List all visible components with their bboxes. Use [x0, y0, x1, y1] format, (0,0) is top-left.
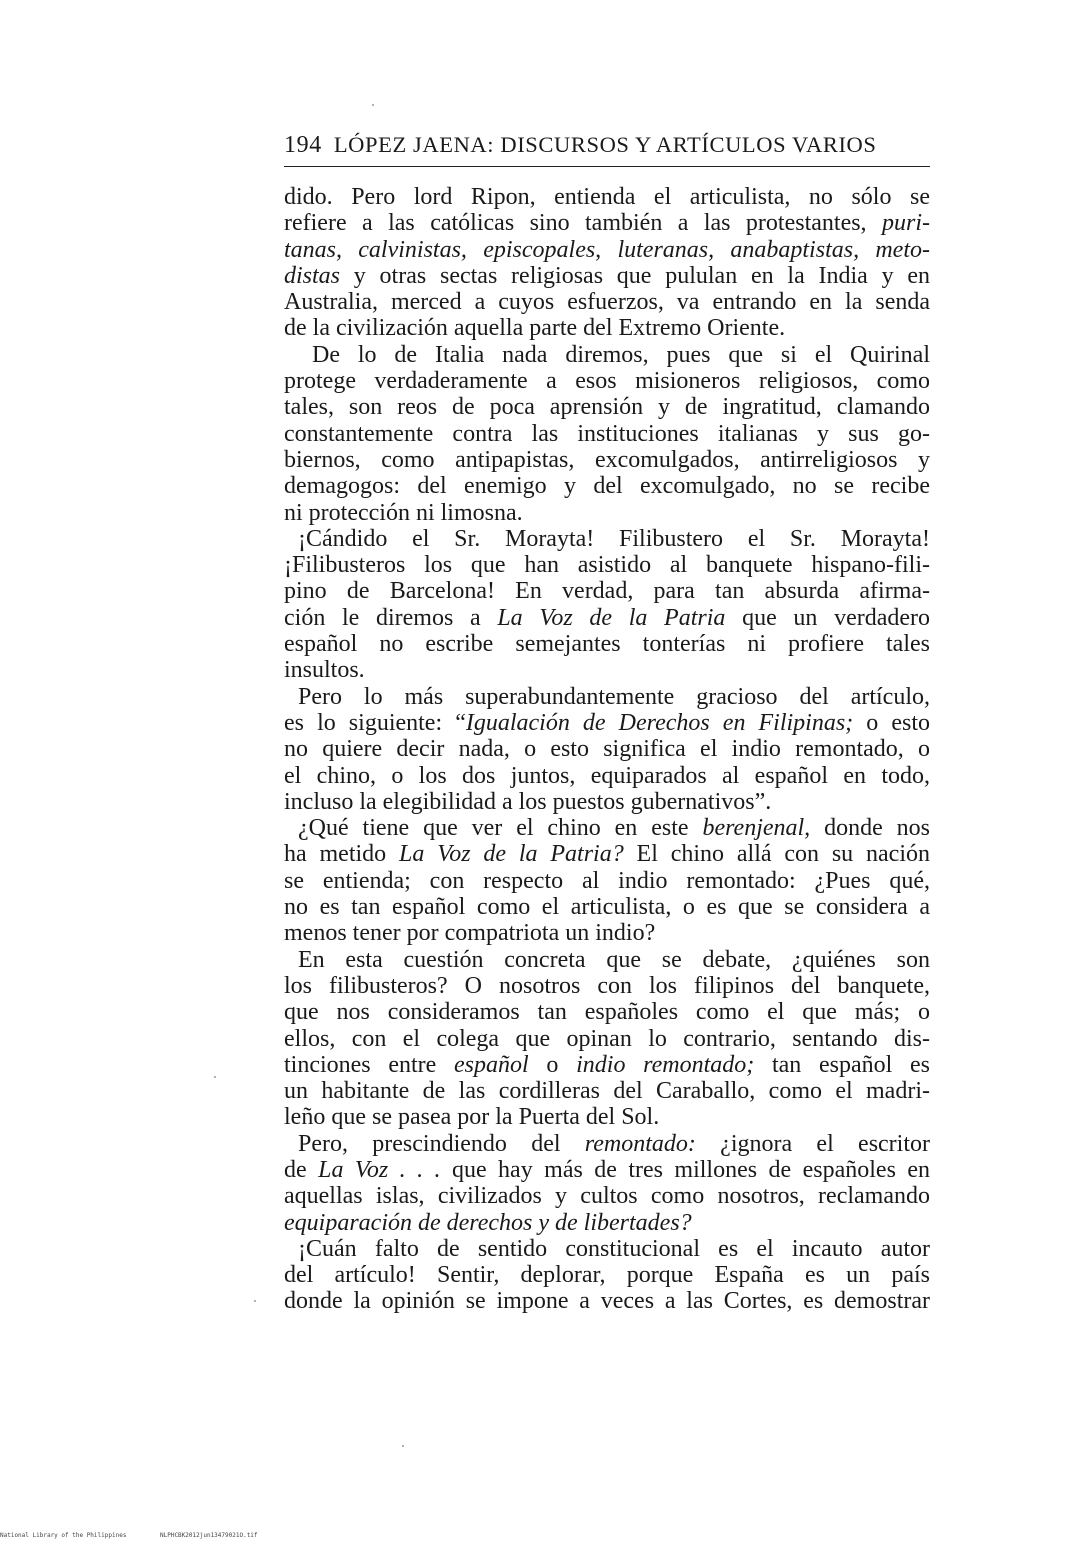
- text-line: [284, 1288, 930, 1314]
- text-line: [284, 1131, 930, 1157]
- text-segment: De lo de Italia nada diremos, pues que si el Quirinal: [312, 341, 930, 368]
- italic-segment: tanas, calvinistas, episcopales, luteranas, anabaptistas, meto-: [284, 236, 930, 263]
- text-segment: insultos.: [284, 657, 365, 684]
- text-line: [284, 710, 930, 736]
- text-segment: pino de Barcelona! En verdad, para tan absurda afirma-: [284, 578, 930, 605]
- text-segment: aquellas islas, civilizados y cultos como nosotros, reclamando: [284, 1183, 930, 1210]
- text-segment: que nos consideramos tan españoles como el que más; o: [284, 999, 930, 1026]
- text-line: [284, 894, 930, 920]
- text-line: [284, 947, 930, 973]
- footer-file-id: NLPHCBK2012jun13479021O.tif: [160, 1532, 258, 1539]
- text-line: [284, 526, 930, 552]
- text-line: [284, 841, 930, 867]
- text-segment: menos tener por compatriota un indio?: [284, 920, 656, 947]
- italic-segment: remontado:: [584, 1130, 696, 1157]
- text-segment: ¿ignora el escritor: [695, 1130, 931, 1157]
- scan-speck: [402, 1445, 404, 1447]
- text-line: [284, 1026, 930, 1052]
- italic-segment: La Voz . . .: [318, 1156, 441, 1183]
- text-line: [284, 763, 930, 789]
- text-segment: un habitante de las cordilleras del Caraballo, como el madri-: [284, 1078, 930, 1105]
- text-segment: de: [284, 1156, 319, 1183]
- text-line: [284, 1052, 930, 1078]
- text-line: [284, 237, 930, 263]
- text-segment: ellos, con el colega que opinan lo contrario, sentando dis-: [284, 1025, 930, 1052]
- text-segment: tinciones entre: [284, 1051, 455, 1078]
- italic-segment: equiparación de derechos y de libertades?: [284, 1209, 692, 1236]
- text-segment: español no escribe semejantes tonterías ni profiere tales: [284, 631, 930, 658]
- text-line: [284, 684, 930, 710]
- text-segment: se entienda; con respecto al indio remontado: ¿Pues qué,: [284, 867, 930, 894]
- text-line: [284, 421, 930, 447]
- text-segment: protege verdaderamente a esos misioneros religiosos, como: [284, 368, 930, 395]
- text-segment: ¿Qué tiene que ver el chino en este: [298, 815, 703, 842]
- text-segment: refiere a las católicas sino también a las protestantes,: [284, 210, 882, 237]
- italic-segment: puri-: [882, 210, 930, 237]
- text-line: [284, 368, 930, 394]
- text-line: [284, 973, 930, 999]
- text-line: [284, 210, 930, 236]
- text-line: [284, 1157, 930, 1183]
- text-segment: tan español es: [754, 1051, 931, 1078]
- text-segment: es lo siguiente: “: [284, 709, 466, 736]
- text-segment: o esto: [853, 709, 930, 736]
- text-line: [284, 578, 930, 604]
- text-line: [284, 552, 930, 578]
- scan-speck: [214, 1076, 216, 1078]
- text-segment: Australia, merced a cuyos esfuerzos, va entrando en la senda: [284, 289, 930, 316]
- scan-footer: [0, 1532, 1090, 1539]
- text-line: [284, 263, 930, 289]
- italic-segment: distas: [284, 262, 341, 289]
- text-line: [284, 999, 930, 1025]
- text-line: [284, 342, 930, 368]
- text-segment: leño que se pasea por la Puerta del Sol.: [284, 1104, 660, 1131]
- text-segment: ¡Cándido el Sr. Morayta! Filibustero el Sr. Morayta!: [298, 525, 930, 552]
- text-segment: ción le diremos a: [284, 604, 498, 631]
- footer-library: National Library of the Philippines: [0, 1532, 127, 1539]
- text-segment: ni protección ni limosna.: [284, 499, 523, 526]
- text-line: [284, 657, 930, 683]
- scan-speck: [372, 104, 374, 106]
- text-segment: y otras sectas religiosas que pululan en la India y en: [340, 262, 930, 289]
- running-header: [284, 132, 930, 167]
- text-line: [284, 631, 930, 657]
- text-line: [284, 500, 930, 526]
- text-segment: que hay más de tres millones de españoles en: [440, 1156, 931, 1183]
- text-line: [284, 447, 930, 473]
- text-line: [284, 1104, 930, 1130]
- italic-segment: Igualación de Derechos en Filipinas;: [465, 709, 854, 736]
- scan-speck: [254, 1300, 256, 1302]
- text-segment: donde la opinión se impone a veces a las Cortes, es demostrar: [284, 1288, 930, 1315]
- text-segment: Pero lo más superabundantemente gracioso del artículo,: [298, 683, 930, 710]
- text-segment: el chino, o los dos juntos, equiparados al español en todo,: [284, 762, 930, 789]
- text-line: [284, 605, 930, 631]
- text-segment: o: [528, 1051, 577, 1078]
- text-line: [284, 868, 930, 894]
- text-line: [284, 473, 930, 499]
- page-number: 194: [284, 132, 322, 158]
- text-line: [284, 920, 930, 946]
- text-segment: que un verdadero: [725, 604, 931, 631]
- text-line: [284, 789, 930, 815]
- text-segment: donde nos: [810, 815, 930, 842]
- running-title: LÓPEZ JAENA: DISCURSOS Y ARTÍCULOS VARIOS: [333, 132, 877, 157]
- text-segment: ha metido: [284, 841, 399, 868]
- text-segment: El chino allá con su nación: [623, 841, 930, 868]
- text-segment: demagogos: del enemigo y del excomulgado, no se recibe: [284, 473, 930, 500]
- text-segment: no quiere decir nada, o esto significa el indio remontado, o: [284, 736, 930, 763]
- text-segment: ¡Cuán falto de sentido constitucional es el incauto autor: [298, 1235, 930, 1262]
- italic-segment: berenjenal,: [702, 815, 811, 842]
- text-segment: dido. Pero lord Ripon, entienda el articulista, no sólo se: [284, 184, 930, 210]
- text-segment: incluso la elegibilidad a los puestos gubernativos”.: [284, 788, 772, 815]
- text-segment: los filibusteros? O nosotros con los filipinos del banquete,: [284, 972, 930, 999]
- text-line: [284, 815, 930, 841]
- text-segment: no es tan español como el articulista, o es que se considera a: [284, 894, 930, 921]
- text-segment: tales, son reos de poca aprensión y de ingratitud, clamando: [284, 394, 930, 421]
- text-segment: Pero, prescindiendo del: [298, 1130, 585, 1157]
- text-segment: En esta cuestión concreta que se debate, ¿quiénes son: [298, 946, 930, 973]
- text-line: [284, 289, 930, 315]
- text-line: [284, 184, 930, 210]
- text-line: [284, 1236, 930, 1262]
- italic-segment: La Voz de la Patria: [497, 604, 726, 631]
- italic-segment: indio remontado;: [576, 1051, 755, 1078]
- text-line: [284, 315, 930, 341]
- text-line: [284, 1078, 930, 1104]
- text-segment: de la civilización aquella parte del Extremo Oriente.: [284, 315, 786, 342]
- text-line: [284, 736, 930, 762]
- body-text: [284, 184, 930, 1315]
- italic-segment: español: [454, 1051, 529, 1078]
- italic-segment: La Voz de la Patria?: [399, 841, 624, 868]
- text-segment: ¡Filibusteros los que han asistido al banquete hispano-fili-: [284, 552, 930, 579]
- text-segment: biernos, como antipapistas, excomulgados, antirreligiosos y: [284, 446, 930, 473]
- text-line: [284, 1262, 930, 1288]
- text-segment: del artículo! Sentir, deplorar, porque España es un país: [284, 1262, 930, 1289]
- text-segment: constantemente contra las instituciones italianas y sus go-: [284, 420, 930, 447]
- text-line: [284, 394, 930, 420]
- text-line: [284, 1210, 930, 1236]
- text-line: [284, 1183, 930, 1209]
